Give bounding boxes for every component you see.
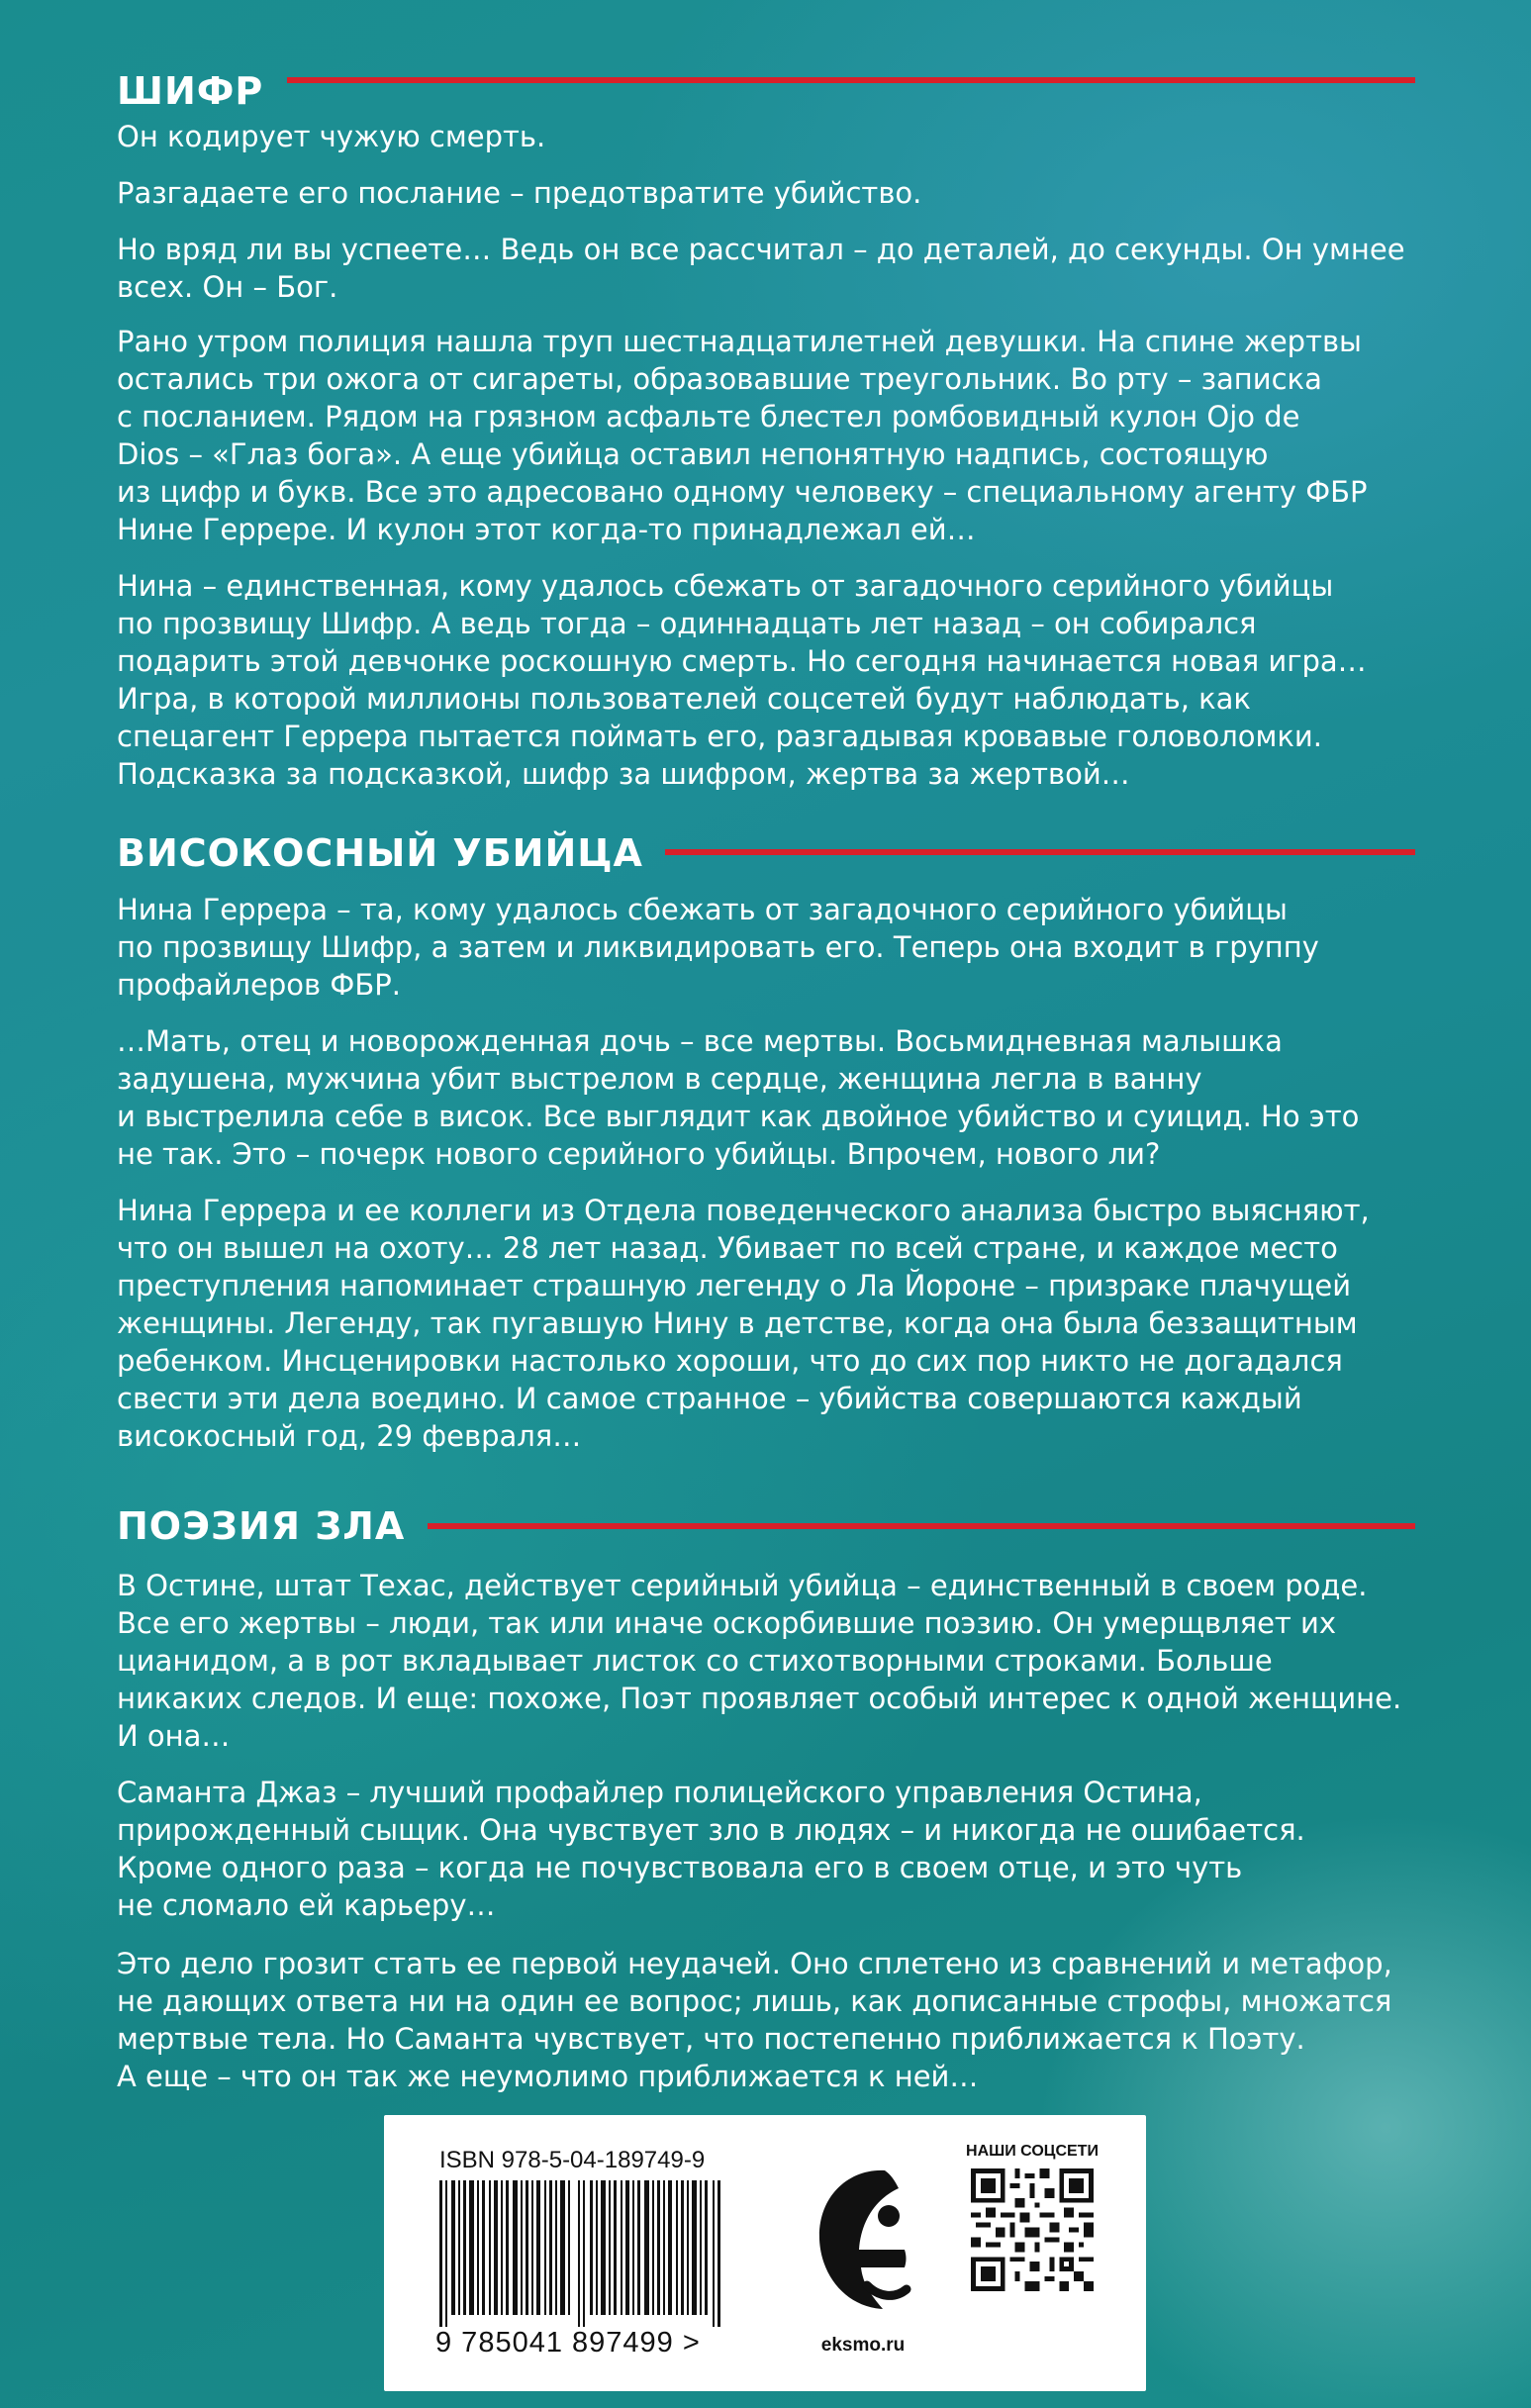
social-label: НАШИ СОЦСЕТИ bbox=[966, 2143, 1099, 2160]
barcode bbox=[439, 2180, 728, 2327]
paragraph: Разгадаете его послание – предотвратите убийство. bbox=[117, 176, 922, 210]
section-title: ПОЭЗИЯ ЗЛА bbox=[117, 1504, 406, 1548]
isbn-panel bbox=[384, 2115, 1146, 2391]
paragraph: Он кодирует чужую смерть. bbox=[117, 120, 546, 153]
section-divider bbox=[665, 849, 1415, 855]
paragraph: …Мать, отец и новорожденная дочь – все мертвы. Восьмидневная малышка задушена, мужчина убит выстрелом в сердце, женщина легла в ванну и выстрелила себе в висок. Все выглядит как двойное убийство и суицид. Но это не так. Это – почерк нового серийного убийцы. Впрочем, нового ли? bbox=[117, 1024, 1360, 1171]
publisher-url: eksmo.ru bbox=[820, 2335, 906, 2356]
paragraph: Саманта Джаз – лучший профайлер полицейского управления Остина, прирожденный сыщик. Она чувствует зло в людях – и никогда не ошибается. Кроме одного раза – когда не почувствовала его в своем отце, и это чуть не сломало ей карьеру… bbox=[117, 1776, 1305, 1922]
section-header-poetry-of-evil bbox=[117, 1504, 405, 1548]
section-header-shifr bbox=[117, 69, 263, 113]
eksmo-logo-icon bbox=[808, 2159, 916, 2322]
qr-code-icon[interactable] bbox=[971, 2168, 1094, 2291]
section-divider bbox=[428, 1523, 1415, 1529]
paragraph: Нина – единственная, кому удалось сбежать от загадочного серийного убийцы по прозвищу Шифр. А ведь тогда – одиннадцать лет назад – он собирался подарить этой девчонке роскошную смерть. Но сегодня начинается новая игра… Игра, в которой миллионы пользователей соцсетей будут наблюдать, как спецагент Геррера пытается поймать его, разгадывая кровавые головоломки. Подсказка за подсказкой, шифр за шифром, жертва за жертвой… bbox=[117, 569, 1367, 791]
section-divider bbox=[287, 77, 1415, 83]
section-title: ВИСОКОСНЫЙ УБИЙЦА bbox=[117, 831, 643, 875]
barcode-number: 9 785041 897499 > bbox=[435, 2327, 701, 2359]
paragraph: Нина Геррера и ее коллеги из Отдела поведенческого анализа быстро выясняют, что он вышел на охоту… 28 лет назад. Убивает по всей стране, и каждое место преступления напоминает страшную легенду о Ла Йороне – призраке плачущей женщины. Легенду, так пугавшую Нину в детстве, когда она была беззащитным ребенком. Инсценировки настолько хороши, что до сих пор никто не догадался свести эти дела воедино. И самое странное – убийства совершаются каждый високосный год, 29 февраля… bbox=[117, 1194, 1370, 1453]
paragraph: Но вряд ли вы успеете… Ведь он все рассчитал – до деталей, до секунды. Он умнее всех. Он – Бог. bbox=[117, 233, 1405, 304]
paragraph: Рано утром полиция нашла труп шестнадцатилетней девушки. На спине жертвы остались три ожога от сигареты, образовавшие треугольник. Во рту – записка с посланием. Рядом на грязном асфальте блестел ромбовидный кулон Ojo de Dios – «Глаз бога». А еще убийца оставил непонятную надпись, состоящую из цифр и букв. Все это адресовано одному человеку – специальному агенту ФБР Нине Геррере. И кулон этот когда-то принадлежал ей… bbox=[117, 325, 1368, 546]
paragraph: Это дело грозит стать ее первой неудачей. Оно сплетено из сравнений и метафор, не дающих ответа ни на один ее вопрос; лишь, как дописанные строфы, множатся мертвые тела. Но Саманта чувствует, что постепенно приближается к Поэту. А еще – что он так же неумолимо приближается к ней… bbox=[117, 1947, 1392, 2093]
section-header-leap-killer bbox=[117, 831, 643, 875]
isbn-text: ISBN 978-5-04-189749-9 bbox=[439, 2147, 706, 2173]
section-title: ШИФР bbox=[117, 69, 264, 113]
paragraph: Нина Геррера – та, кому удалось сбежать от загадочного серийного убийцы по прозвищу Шифр, а затем и ликвидировать его. Теперь она входит в группу профайлеров ФБР. bbox=[117, 893, 1319, 1002]
paragraph: В Остине, штат Техас, действует серийный убийца – единственный в своем роде. Все его жертвы – люди, так или иначе оскорбившие поэзию. Он умерщвляет их цианидом, а в рот вкладывает листок со стихотворными строками. Больше никаких следов. И еще: похоже, Поэт проявляет особый интерес к одной женщине. И она… bbox=[117, 1569, 1402, 1753]
